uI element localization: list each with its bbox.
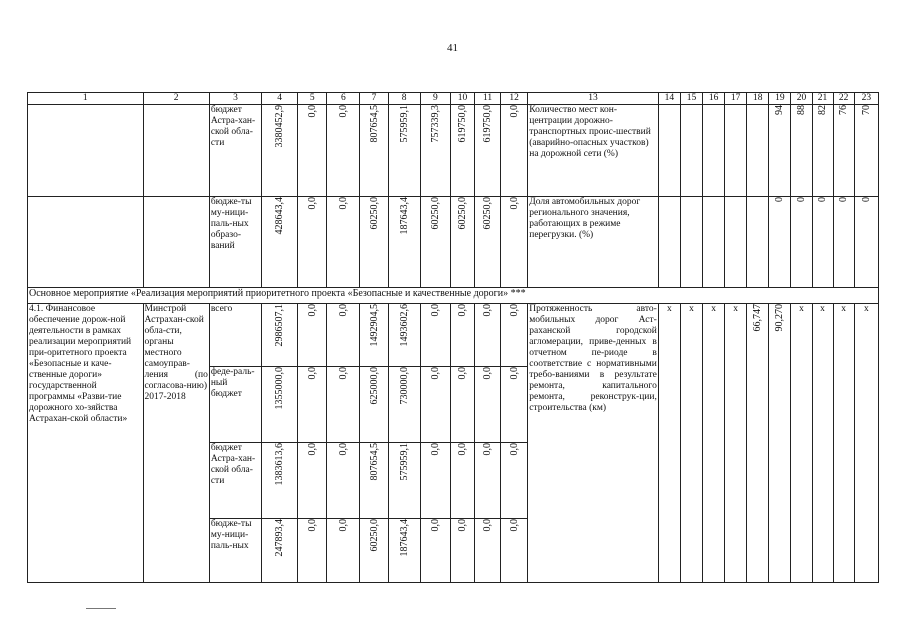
value-cell: 619750,0 [456, 105, 468, 143]
target-cell: х [791, 304, 812, 583]
value-cell: 0,0 [337, 519, 349, 532]
funding-source: всего [209, 304, 261, 367]
value-cell: 0,0 [508, 519, 520, 532]
value-cell: 0,0 [337, 304, 349, 317]
executor-text: Минстрой Астрахан-ской обла-сти, органы местного самоуправ-ления (по согласова-нию) 2017-2018 [143, 304, 209, 583]
header-cell: 7 [360, 93, 388, 105]
value-cell: 0,0 [306, 443, 318, 456]
value-cell: 0,0 [456, 443, 468, 456]
value-cell: 807654,5 [368, 443, 380, 481]
header-cell: 10 [450, 93, 474, 105]
target-cell: х [703, 304, 725, 583]
value-cell: 0,0 [429, 304, 441, 317]
value-cell: 60250,0 [368, 197, 380, 230]
header-cell: 22 [833, 93, 854, 105]
target-cell: х [833, 304, 854, 583]
value-cell: 60250,0 [482, 197, 494, 230]
header-cell: 18 [747, 93, 769, 105]
value-cell: 0,0 [508, 304, 520, 317]
value-cell: 247893,4 [274, 519, 286, 557]
value-cell: 60250,0 [456, 197, 468, 230]
value-cell: 3380452,9 [274, 105, 286, 148]
header-cell: 1 [28, 93, 144, 105]
value-cell: 0,0 [337, 443, 349, 456]
page-number: 41 [447, 42, 458, 54]
funding-source: бюдже-ты му-ници-паль-ных образо-ваний [209, 197, 261, 288]
target-cell: 76 [838, 105, 850, 115]
header-cell: 15 [680, 93, 702, 105]
target-cell: х [680, 304, 702, 583]
target-cell: 82 [817, 105, 829, 115]
target-cell: 0 [838, 197, 850, 202]
value-cell: 0,0 [306, 519, 318, 532]
header-cell: 9 [420, 93, 450, 105]
value-cell: 0,0 [429, 443, 441, 456]
header-cell: 20 [791, 93, 812, 105]
value-cell: 0,0 [508, 105, 520, 118]
value-cell: 0,0 [337, 105, 349, 118]
target-cell: 0 [774, 197, 786, 202]
indicator-text: Доля автомобильных дорог регионального значения, работающих в режиме перегрузки. (%) [528, 197, 659, 288]
value-cell: 0,0 [482, 304, 494, 317]
target-cell: 90,270 [774, 304, 786, 332]
value-cell: 0,0 [456, 519, 468, 532]
header-cell: 8 [388, 93, 420, 105]
target-cell: 0 [817, 197, 829, 202]
value-cell: 0,0 [482, 367, 494, 380]
table-row [28, 197, 879, 288]
value-cell: 60250,0 [429, 197, 441, 230]
value-cell: 0,0 [482, 519, 494, 532]
header-cell: 6 [327, 93, 360, 105]
value-cell: 2986507,1 [274, 304, 286, 347]
funding-source: феде-раль-ный бюджет [209, 367, 261, 443]
header-cell: 12 [501, 93, 528, 105]
indicator-text: Протяженность авто-мобильных дорог Аст-раханской городской агломерации, приве-денных в отчетном пе-риоде в соответствие с нормативными требо-ваниями в результате ремонта, капитального ремонта, реконструк-ции, строительства (км) [528, 304, 659, 583]
value-cell: 1355000,0 [274, 367, 286, 410]
value-cell: 0,0 [456, 304, 468, 317]
value-cell: 1492904,5 [368, 304, 380, 347]
indicator-text: Количество мест кон-центрации дорожно-транспортных проис-шествий (аварийно-опасных участков) на дорожной сети (%) [528, 105, 659, 197]
value-cell: 0,0 [508, 443, 520, 456]
value-cell: 0,0 [337, 367, 349, 380]
value-cell: 1493602,6 [398, 304, 410, 347]
header-cell: 23 [854, 93, 878, 105]
value-cell: 575959,1 [398, 105, 410, 143]
header-row [28, 93, 879, 105]
header-cell: 19 [769, 93, 791, 105]
header-cell: 5 [298, 93, 327, 105]
value-cell: 757339,3 [429, 105, 441, 143]
value-cell: 807654,5 [368, 105, 380, 143]
target-cell: 66,747 [752, 304, 764, 332]
table-row [28, 105, 879, 197]
funding-source: бюдже-ты му-ници-паль-ных [209, 519, 261, 583]
value-cell: 0,0 [508, 367, 520, 380]
value-cell: 575959,1 [398, 443, 410, 481]
value-cell: 0,0 [306, 105, 318, 118]
value-cell: 0,0 [429, 367, 441, 380]
header-cell: 21 [812, 93, 833, 105]
value-cell: 0,0 [337, 197, 349, 210]
target-cell: 88 [795, 105, 807, 115]
value-cell: 619750,0 [482, 105, 494, 143]
value-cell: 187643,4 [398, 519, 410, 557]
value-cell: 0,0 [306, 304, 318, 317]
target-cell: х [854, 304, 878, 583]
value-cell: 187643,4 [398, 197, 410, 235]
target-cell: 94 [774, 105, 786, 115]
value-cell: 0,0 [508, 197, 520, 210]
value-cell: 0,0 [429, 519, 441, 532]
target-cell: 70 [860, 105, 872, 115]
value-cell: 60250,0 [368, 519, 380, 552]
table-row [28, 304, 879, 367]
header-cell: 16 [703, 93, 725, 105]
measure-name: 4.1. Финансовое обеспечение дорож-ной деятельности в рамках реализации мероприятий при-оритетного проекта «Безопасные и каче-ственные дороги» государственной программы «Разви-тие дорожного хо-зяйства Астрахан-ской области» [28, 304, 144, 583]
funding-source: бюджет Астра-хан-ской обла-сти [209, 443, 261, 519]
value-cell: 0,0 [456, 367, 468, 380]
header-cell: 14 [658, 93, 680, 105]
header-cell: 17 [725, 93, 747, 105]
value-cell: 42864З,4 [274, 197, 286, 235]
budget-table [27, 92, 879, 583]
target-cell: х [812, 304, 833, 583]
header-cell: 11 [475, 93, 501, 105]
value-cell: 625000,0 [368, 367, 380, 405]
value-cell: 0,0 [306, 367, 318, 380]
table-row [28, 288, 879, 304]
header-cell: 13 [528, 93, 659, 105]
value-cell: 730000,0 [398, 367, 410, 405]
header-cell: 4 [262, 93, 298, 105]
funding-source: бюджет Астра-хан-ской обла-сти [209, 105, 261, 197]
value-cell: 1383613,6 [274, 443, 286, 486]
target-cell: 0 [860, 197, 872, 202]
header-cell: 2 [143, 93, 209, 105]
section-title: Основное мероприятие «Реализация мероприятий приоритетного проекта «Безопасные и качественные дороги» *** [28, 288, 879, 304]
value-cell: 0,0 [482, 443, 494, 456]
target-cell: 0 [795, 197, 807, 202]
target-cell: х [725, 304, 747, 583]
header-cell: 3 [209, 93, 261, 105]
scan-mark [86, 608, 116, 609]
value-cell: 0,0 [306, 197, 318, 210]
target-cell: х [658, 304, 680, 583]
